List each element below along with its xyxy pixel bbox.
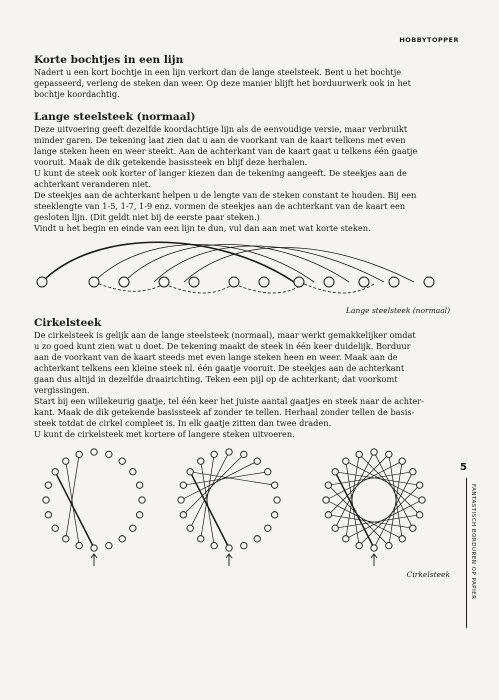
stitch-chord xyxy=(183,472,267,485)
stitch-hole xyxy=(356,542,362,548)
stitch-chord xyxy=(359,485,419,545)
stitch-hole xyxy=(63,536,69,542)
text-line: vooruit. Maak de dik getekende basissteek en blijf deze herhalen. xyxy=(34,157,308,167)
stitch-hole xyxy=(76,451,82,457)
stitch-chord xyxy=(328,485,388,545)
text-line: U kunt de steek ook korter of langer kiezen dan de tekening aangeeft. De steekjes aan de xyxy=(34,168,407,178)
stitch-hole xyxy=(180,512,186,518)
stitch-hole xyxy=(136,482,142,488)
stitch-hole xyxy=(91,449,97,455)
text-line: vergissingen. xyxy=(34,385,90,395)
circle-stage-2 xyxy=(178,449,280,566)
stitch-hole xyxy=(211,451,217,457)
text-line: u zo goed kunt zien wat u doet. De tekening maakt de steek in één keer duidelijk. Borduur xyxy=(34,341,411,351)
stitch-hole xyxy=(386,542,392,548)
stitch-hole xyxy=(180,482,186,488)
text-line: steek totdat de cirkel compleet is. In elk gaatje zitten dan twee draden. xyxy=(34,418,332,428)
text-line: kant. Maak de dik getekende basissteek af zonder te tellen. Herhaal zonder tellen de basis- xyxy=(34,407,415,417)
stitch-hole xyxy=(226,449,232,455)
section-body-lange-steelsteek xyxy=(34,124,454,234)
text-line: achterkant veranderen niet. xyxy=(34,179,151,189)
text-line: minder garen. De tekening laat zien dat u aan de voorkant van de kaart telkens met even xyxy=(34,135,406,145)
stitch-hole xyxy=(399,536,405,542)
line-stitch-caption: Lange steelsteek (normaal) xyxy=(346,306,450,315)
circle-stitch-caption: Cirkelsteek xyxy=(406,570,450,579)
text-line: gesloten lijn. (Dit geldt niet bij de eerste paar steken.) xyxy=(34,212,260,222)
circle-stage-1 xyxy=(43,449,145,566)
text-line: De steekjes aan de achterkant helpen u de lengte van de steken constant te houden. Bij een xyxy=(34,190,417,200)
stitch-hole xyxy=(419,497,425,503)
stitch-hole xyxy=(399,458,405,464)
stitch-hole xyxy=(325,512,331,518)
stitch-hole xyxy=(265,525,271,531)
stitch-hole xyxy=(130,525,136,531)
stitch-hole xyxy=(241,542,247,548)
stitch-hole xyxy=(371,449,377,455)
stitch-hole xyxy=(130,469,136,475)
stitch-hole xyxy=(410,469,416,475)
stitch-hole xyxy=(198,458,204,464)
stitch-hole xyxy=(226,545,232,551)
stitch-hole xyxy=(271,482,277,488)
start-arrow xyxy=(226,554,232,566)
side-rule xyxy=(466,478,467,628)
start-arrow xyxy=(91,554,97,566)
stitch-hole xyxy=(271,512,277,518)
stitch-hole xyxy=(106,542,112,548)
stitch-hole xyxy=(343,458,349,464)
section-body-cirkelsteek xyxy=(34,330,454,440)
stitch-hole xyxy=(187,469,193,475)
stitch-hole xyxy=(325,482,331,488)
stitch-hole xyxy=(43,497,49,503)
text-line: Deze uitvoering geeft dezelfde koordachtige lijn als de eenvoudige versie, maar verbruikt xyxy=(34,124,408,134)
stitch-chord xyxy=(183,454,243,514)
stitch-chord xyxy=(66,461,79,545)
stitch-hole xyxy=(416,482,422,488)
text-line: Vindt u het begin en einde van een lijn te dun, vul dan aan met wat korte steken. xyxy=(34,223,371,233)
stitch-hole xyxy=(45,512,51,518)
text-line: gepasseerd, verleng de steken dan weer. Op deze manier blijft het borduurwerk ook in het xyxy=(34,78,411,88)
stitch-hole xyxy=(198,536,204,542)
text-line: U kunt de cirkelsteek met kortere of langere steken uitvoeren. xyxy=(34,429,295,439)
text-line: steeklengte van 1-5, 1-7, 1-9 enz. vormen de steekjes aan de achterkant van de kaart een xyxy=(34,201,406,211)
stitch-hole xyxy=(187,525,193,531)
section-title-cirkelsteek: Cirkelsteek xyxy=(34,317,102,329)
section-title-lange-steelsteek: Lange steelsteek (normaal) xyxy=(34,111,196,123)
header-tag: HOBBYTOPPER xyxy=(399,36,459,44)
stitch-hole xyxy=(343,536,349,542)
section-body-korte-bochtjes xyxy=(34,67,454,100)
stitch-hole xyxy=(119,536,125,542)
text-line: De cirkelsteek is gelijk aan de lange steelsteek (normaal), maar werkt gemakkelijker omdat xyxy=(34,330,416,340)
page-content xyxy=(34,52,454,579)
stitch-hole xyxy=(91,545,97,551)
text-line: gaan dus altijd in dezelfde draairichting. Teken een pijl op de achterkant; dat voorkomt xyxy=(34,374,398,384)
stitch-hole xyxy=(371,545,377,551)
stitch-hole xyxy=(52,469,58,475)
stitch-hole xyxy=(119,458,125,464)
text-line: achterkant telkens een kleine steek nl. één gaatje vooruit. De steekjes aan de achterkant xyxy=(34,363,405,373)
stitch-hole xyxy=(63,458,69,464)
stitch-hole xyxy=(386,451,392,457)
stitch-hole xyxy=(254,536,260,542)
side-vertical-text: FANTASTISCH BORDUREN OP PAPIER xyxy=(470,484,476,600)
text-line: Start bij een willekeurig gaatje, tel één keer het juiste aantal gaatjes en steek naar de achter- xyxy=(34,396,424,406)
stitch-hole xyxy=(139,497,145,503)
text-line: bochtje koordachtig. xyxy=(34,89,120,99)
stitch-hole xyxy=(356,451,362,457)
text-line: lange steken heen en weer steekt. Aan de achterkant van de kaart gaat u telkens één gaatje xyxy=(34,146,418,156)
stitch-hole xyxy=(416,512,422,518)
stitch-hole xyxy=(323,497,329,503)
stitch-hole xyxy=(76,542,82,548)
stitch-hole xyxy=(332,469,338,475)
stitch-hole xyxy=(45,482,51,488)
stitch-hole xyxy=(52,525,58,531)
stitch-hole xyxy=(178,497,184,503)
stitch-hole xyxy=(332,525,338,531)
stitch-hole xyxy=(106,451,112,457)
line-stitch-diagram xyxy=(34,234,454,306)
stitch-hole xyxy=(211,542,217,548)
start-arrow xyxy=(371,554,377,566)
circle-stage-3 xyxy=(323,449,425,566)
text-line: aan de voorkant van de kaart steeds met even lange steken heen en weer. Maak aan de xyxy=(34,352,398,362)
text-line: Nadert u een kort bochtje in een lijn verkort dan de lange steelsteek. Bent u het bochtje xyxy=(34,67,402,77)
stitch-hole xyxy=(136,512,142,518)
circle-stitch-diagram xyxy=(34,440,454,570)
stitch-hole xyxy=(254,458,260,464)
section-title-korte-bochtjes: Korte bochtjes in een lijn xyxy=(34,54,184,66)
stitch-hole xyxy=(410,525,416,531)
stitch-hole xyxy=(241,451,247,457)
stitch-hole xyxy=(265,469,271,475)
page-number: 5 xyxy=(460,462,467,473)
stitch-hole xyxy=(274,497,280,503)
